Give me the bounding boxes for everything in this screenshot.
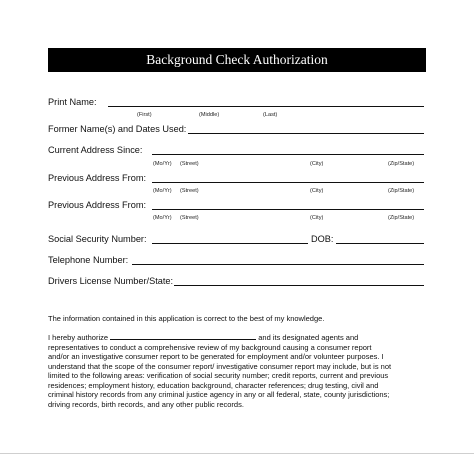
drivers-license-label: Drivers License Number/State: [48,276,174,286]
authorize-line-5: limited to the following areas: verification of social security number; credit reports, current and previous [48,371,389,380]
authorize-end-text: and its designated agents and [258,333,359,342]
current-address-label: Current Address Since: [48,145,143,155]
previous-address-2-label: Previous Address From: [48,200,147,210]
authorize-line-1 [48,333,424,343]
previous-address-2-field[interactable] [152,209,424,210]
mo-yr-sublabel: (Mo/Yr) [153,161,172,167]
city-sublabel: (City) [310,161,324,167]
authorize-line-7: criminal history records from any criminal justice agency in any or all federal, state, county jurisdictions; [48,390,390,399]
street-sublabel: (Street) [180,215,199,221]
authorize-line-6: residences; employment history, education background, character references; drug testing, civil and [48,380,379,390]
previous-address-1-label: Previous Address From: [48,173,147,183]
zip-state-sublabel: (Zip/State) [388,215,415,221]
ssn-label: Social Security Number: [48,234,147,244]
street-sublabel: (Street) [180,161,199,167]
print-name-label: Print Name: [48,97,97,107]
mo-yr-sublabel: (Mo/Yr) [153,215,172,221]
page-bottom-divider [0,453,474,454]
previous-address-1-field[interactable] [152,182,424,183]
print-name-field[interactable] [108,106,424,107]
current-address-field[interactable] [152,154,424,155]
authorize-line-4: understand that the scope of the consumer report/ investigative consumer report may include, but is not [48,361,392,371]
dob-label: DOB: [311,234,334,244]
mo-yr-sublabel: (Mo/Yr) [153,188,172,194]
street-sublabel: (Street) [180,188,199,194]
authorize-line-3: and/or an investigative consumer report to be generated for employment and/or volunteer purposes. I [48,352,384,361]
last-sublabel: (Last) [263,112,278,118]
middle-sublabel: (Middle) [199,112,220,118]
authorize-line-8: driving records, birth records, and any other public records. [48,399,244,409]
zip-state-sublabel: (Zip/State) [388,161,415,167]
first-sublabel: (First) [137,112,152,118]
former-names-label: Former Name(s) and Dates Used: [48,124,187,134]
zip-state-sublabel: (Zip/State) [388,188,415,194]
authorized-party-field[interactable] [110,339,256,340]
authorize-start-text: I hereby authorize [48,333,109,342]
dob-field[interactable] [336,243,424,244]
city-sublabel: (City) [310,188,324,194]
city-sublabel: (City) [310,215,324,221]
authorize-line-2: representatives to conduct a comprehensive review of my background causing a consumer report [48,342,372,352]
ssn-field[interactable] [152,243,308,244]
form-title: Background Check Authorization [48,48,426,72]
drivers-license-field[interactable] [174,285,424,286]
telephone-label: Telephone Number: [48,255,129,265]
knowledge-statement: The information contained in this application is correct to the best of my knowledge. [48,314,325,323]
telephone-field[interactable] [132,264,424,265]
former-names-field[interactable] [188,133,424,134]
